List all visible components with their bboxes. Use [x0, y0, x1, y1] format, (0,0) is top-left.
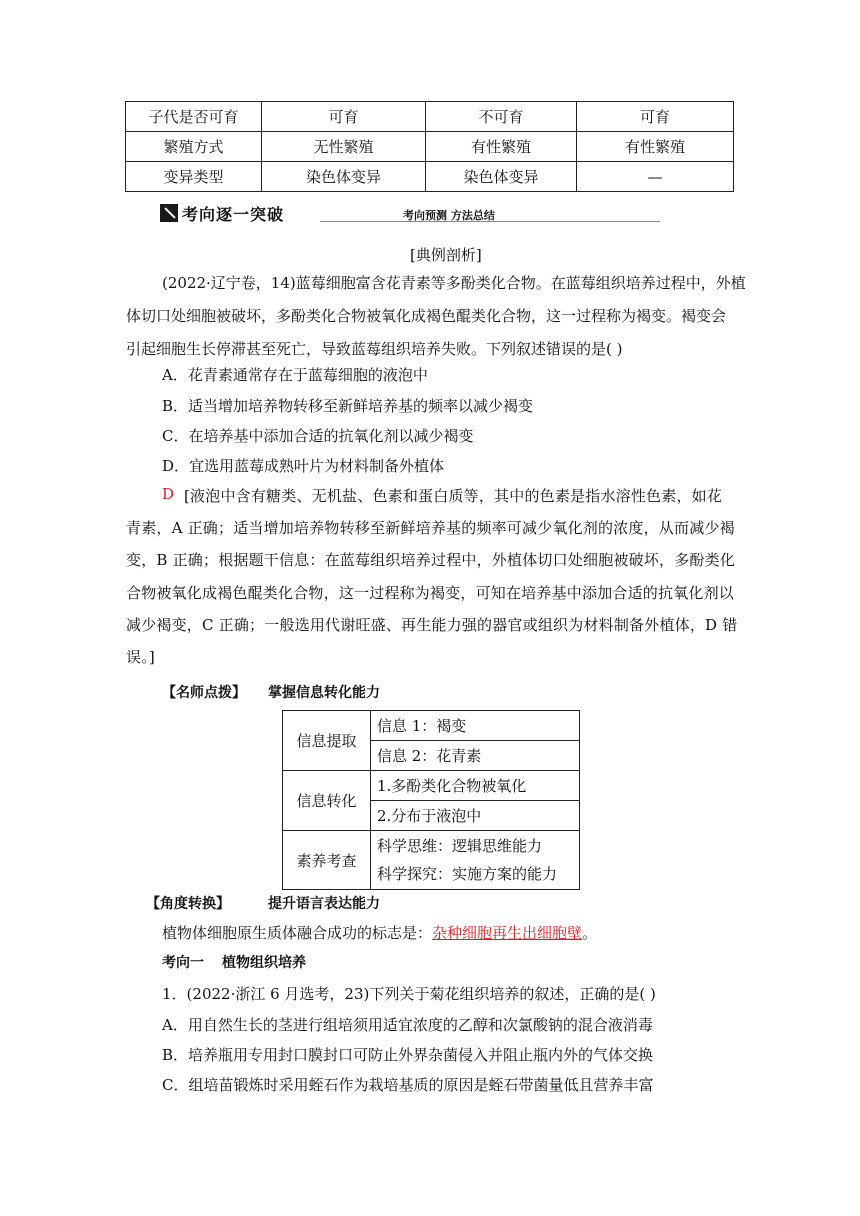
- answer-line: 误。]: [126, 648, 155, 666]
- table-row: [126, 102, 734, 132]
- angle-text: 提升语言表达能力: [268, 896, 380, 912]
- section-heading: [典例剖析]: [410, 246, 482, 264]
- table-cell: 变异类型: [126, 162, 262, 192]
- q1-option-a: A．用自然生长的茎进行组培须用适宜浓度的乙醇和次氯酸钠的混合液消毒: [162, 1016, 653, 1034]
- table-cell: 有性繁殖: [577, 132, 734, 162]
- table-cell: 可育: [577, 102, 734, 132]
- question-line: 引起细胞生长停滞甚至死亡，导致蓝莓组织培养失败。下列叙述错误的是( ): [126, 340, 623, 358]
- table-row: [283, 831, 580, 890]
- direction-label: 考向一: [162, 955, 204, 971]
- q1-option-b: B．培养瓶用专用封口膜封口可防止外界杂菌侵入并阻止瓶内外的气体交换: [162, 1046, 654, 1064]
- table-cell: 信息 2：花青素: [371, 741, 580, 771]
- option-a: A．花青素通常存在于蓝莓细胞的液泡中: [162, 366, 428, 384]
- q1-stem: 1．(2022·浙江 6 月选考，23)下列关于菊花组织培养的叙述，正确的是( ): [162, 985, 656, 1003]
- table-cell: [371, 831, 580, 890]
- option-c: C．在培养基中添加合适的抗氧化剂以减少褐变: [162, 427, 474, 445]
- angle-sentence-prefix: 植物体细胞原生质体融合成功的标志是：: [162, 924, 433, 942]
- table-row: [126, 132, 734, 162]
- answer-line: 减少褐变，C 正确；一般选用代谢旺盛、再生能力强的器官或组织为材料制备外植体，D 错: [126, 616, 738, 634]
- banner-subtitle: 考向预测 方法总结: [403, 209, 495, 222]
- angle-label: 【角度转换】: [146, 896, 230, 912]
- q1-option-c: C．组培苗锻炼时采用蛭石作为栽培基质的原因是蛭石带菌量低且营养丰富: [162, 1076, 654, 1094]
- table-row: [283, 771, 580, 801]
- table-cell: 染色体变异: [262, 162, 426, 192]
- table-cell: 染色体变异: [426, 162, 577, 192]
- table-cell-line: 科学思维：逻辑思维能力: [377, 837, 543, 855]
- table-cell: —: [577, 162, 734, 192]
- option-b: B．适当增加培养物转移至新鲜培养基的频率以减少褐变: [162, 397, 534, 415]
- answer-line: 合物被氧化成褐色醌类化合物，这一过程称为褐变，可知在培养基中添加合适的抗氧化剂以: [126, 584, 735, 602]
- answer-line: 变，B 正确；根据题干信息：在蓝莓组织培养过程中，外植体切口处细胞被破坏，多酚类化: [126, 551, 735, 569]
- table-row: [283, 711, 580, 741]
- question-line: (2022·辽宁卷，14)蓝莓细胞富含花青素等多酚类化合物。在蓝莓组织培养过程中，外植: [162, 274, 746, 292]
- table-cell: 有性繁殖: [426, 132, 577, 162]
- option-d: D．宜选用蓝莓成熟叶片为材料制备外植体: [162, 457, 445, 475]
- answer-line: 青素，A 正确；适当增加培养物转移至新鲜培养基的频率可减少氧化剂的浓度，从而减少褐: [126, 519, 735, 537]
- teacher-tip-label: 【名师点拨】: [162, 685, 246, 701]
- table-cell: 繁殖方式: [126, 132, 262, 162]
- table-cell: 2.分布于液泡中: [371, 801, 580, 831]
- table-head-cell: 信息提取: [283, 711, 371, 771]
- table-cell: 子代是否可育: [126, 102, 262, 132]
- answer-letter: D: [162, 485, 175, 503]
- table-cell: 1.多酚类化合物被氧化: [371, 771, 580, 801]
- table-cell: 信息 1：褐变: [371, 711, 580, 741]
- table-cell: 不可育: [426, 102, 577, 132]
- teacher-tip-text: 掌握信息转化能力: [268, 685, 380, 701]
- angle-sentence-suffix: 。: [582, 924, 598, 942]
- table-row: [126, 162, 734, 192]
- angle-sentence: [162, 922, 597, 943]
- info-table: [282, 710, 580, 890]
- answer-line: [液泡中含有糖类、无机盐、色素和蛋白质等，其中的色素是指水溶性色素，如花: [184, 487, 723, 505]
- banner-title: 考向逐一突破: [182, 205, 285, 224]
- table-cell-line: 科学探究：实施方案的能力: [377, 865, 558, 883]
- table-head-cell: 信息转化: [283, 771, 371, 831]
- question-line: 体切口处细胞被破坏，多酚类化合物被氧化成褐色醌类化合物，这一过程称为褐变。褐变会: [126, 307, 727, 325]
- table-head-cell: 素养考查: [283, 831, 371, 890]
- angle-sentence-answer: 杂种细胞再生出细胞壁: [432, 924, 583, 942]
- table-cell: 无性繁殖: [262, 132, 426, 162]
- table-cell: 可育: [262, 102, 426, 132]
- direction-text: 植物组织培养: [222, 955, 306, 971]
- section-banner: [160, 202, 500, 224]
- arrow-box-icon: [160, 204, 178, 222]
- comparison-table: [125, 101, 734, 192]
